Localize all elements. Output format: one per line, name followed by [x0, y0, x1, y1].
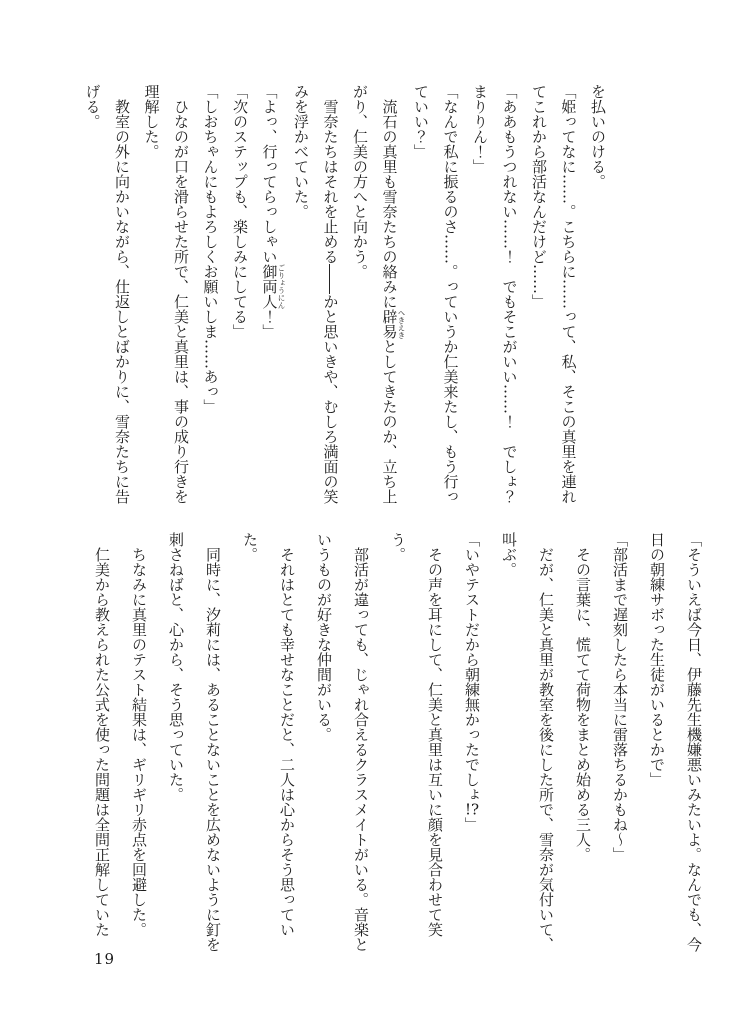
paragraph: 「部活まで遅刻したら本当に雷落ちるかもね～」 — [611, 532, 629, 862]
paragraph: 「次のステップも、楽しみにしてる」 — [231, 84, 249, 339]
paragraph: 「ああもうつれない……！ でもそこがいい……！ でしょ？ まりりん！」 — [471, 84, 519, 519]
upper-text-block — [77, 84, 612, 519]
paragraph: ひなのが口を滑らせた所で、仁美と真里は、事の成り行きを理解した。 — [142, 84, 190, 504]
paragraph: 教室の外に向かいながら、仕返しとばかりに、雪奈たちに告げる。 — [83, 84, 131, 504]
paragraph: 「そういえば今日、伊藤先生機嫌悪いみたいよ。なんでも、今日の朝練サボった生徒がいるとかで」 — [648, 532, 703, 952]
paragraph: を払いのける。 — [589, 84, 607, 189]
paragraph: それはとても幸せなことだと、二人は心からそう思っていた。 — [241, 532, 296, 937]
lower-text-block — [83, 532, 712, 956]
paragraph: 部活が違っても、じゃれ合えるクラスメイトがいる。音楽というものが好きな仲間がいる。 — [315, 532, 370, 952]
ruby-annotated-word: 御両人ごりょうにん — [260, 264, 286, 309]
paragraph: 「しおちゃんにもよろしくお願いしま……あっ」 — [201, 84, 220, 414]
paragraph: 仁美から教えられた公式を使った問題は全問正解していた — [93, 547, 111, 937]
paragraph: 「姫ってなに……。こちらに……って、私、そこの真里を連れてこれから部活なんだけど……」 — [530, 84, 578, 504]
ruby-annotated-word: 辟易へきえき — [380, 309, 406, 339]
paragraph: 「なんで私に振るのさ……。っていうか仁美来たし、もう行っていい？」 — [412, 84, 460, 504]
furigana: へきえき — [397, 309, 406, 339]
paragraph: ちなみに真里のテスト結果は、ギリギリ赤点を回避した。 — [130, 547, 148, 937]
paragraph: だが、仁美と真里が教室を後にした所で、雪奈が気付いて、叫ぶ。 — [500, 532, 555, 952]
paragraph: 流石の真里も雪奈たちの絡みに辟易へきえきとしてきたのか、立ち上がり、仁美の方へと向かう。 — [351, 84, 406, 504]
paragraph: 「いやテストだから朝練無かったでしょ!?」 — [463, 532, 481, 832]
tate-chu-yoko: !? — [464, 802, 480, 817]
paragraph: 「よっ、行ってらっしゃい御両人ごりょうにん！」 — [260, 84, 286, 339]
page-number: 19 — [94, 950, 116, 968]
paragraph: 雪奈たちはそれを止める――かと思いきや、むしろ満面の笑みを浮かべていた。 — [292, 84, 340, 504]
furigana: ごりょうにん — [277, 264, 286, 309]
paragraph: 同時に、汐莉には、あることないことを広めないように釘を刺さねばと、心から、そう思っていた。 — [167, 532, 222, 952]
paragraph: その声を耳にして、仁美と真里は互いに顔を見合わせて笑う。 — [389, 532, 444, 937]
paragraph: その言葉に、慌てて荷物をまとめ始める三人。 — [574, 547, 592, 862]
